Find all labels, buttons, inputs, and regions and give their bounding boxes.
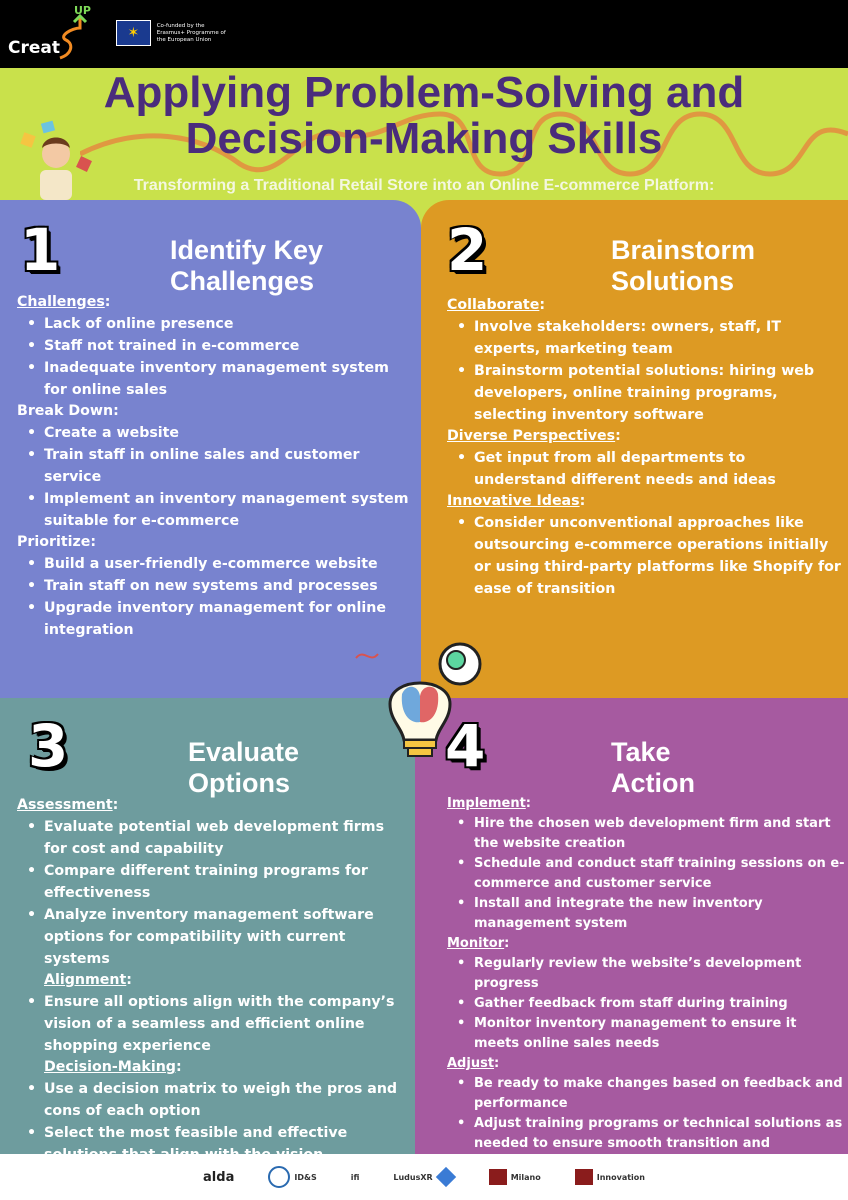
panel-heading (170, 235, 323, 297)
section-label: Implement: (447, 796, 531, 811)
eu-cofunded-badge (116, 16, 226, 50)
cube-icon (436, 1167, 456, 1187)
bullet-list (447, 814, 845, 934)
section-label: Break Down: (17, 403, 119, 419)
section-label: Alignment: (44, 972, 132, 988)
top-bar (0, 0, 848, 68)
panel-content (17, 795, 409, 1166)
list-item: • Implement an inventory management system suitable for e-commerce (17, 488, 412, 532)
partner-logo-alda: alda (203, 1169, 235, 1185)
page-subtitle: Transforming a Traditional Retail Store into an Online E-commerce Platform: (133, 177, 715, 194)
partner-logo-ludusxr: LudusXR (393, 1168, 454, 1186)
section-label: Innovative Ideas: (447, 493, 586, 509)
list-item: • Ensure all options align with the company’s vision of a seamless and efficient online shopping experience (17, 991, 409, 1057)
partner-logo-ifi: ifi (350, 1172, 360, 1182)
partner-footer (0, 1154, 848, 1200)
list-item: • Staff not trained in e-commerce (17, 335, 412, 357)
heading-line-1: Take (611, 737, 671, 767)
list-item: • Analyze inventory management software options for compatibility with current systems (17, 904, 409, 970)
createup-logo (8, 4, 92, 64)
eu-cofunded-text: Co-funded by the Erasmus+ Programme of the European Union (156, 22, 226, 43)
list-item: • Schedule and conduct staff training sessions on e-commerce and customer service (447, 854, 845, 894)
bullet-list (17, 553, 412, 641)
list-item: • Evaluate potential web development firms for cost and capability (17, 816, 409, 860)
step-number: 1 (20, 216, 61, 284)
panel-take-action (415, 698, 848, 1154)
heading-line-2: Action (611, 768, 695, 798)
eu-flag-icon: ✶ (116, 20, 151, 46)
section-label: Monitor: (447, 936, 510, 951)
list-item: • Install and integrate the new inventory management system (447, 894, 845, 934)
list-item: • Monitor inventory management to ensure it meets online sales needs (447, 1014, 845, 1054)
hub-icon (575, 1169, 593, 1185)
panel-content (17, 292, 412, 641)
section-label: Decision-Making: (44, 1059, 182, 1075)
panel-content (447, 295, 842, 600)
section-label: Diverse Perspectives: (447, 428, 621, 444)
bullet-list (17, 1078, 409, 1166)
title-line-1: Applying Problem-Solving and (103, 68, 745, 117)
list-item: • Regularly review the website’s development progress (447, 954, 845, 994)
list-item: • Compare different training programs for effectiveness (17, 860, 409, 904)
step-number: 4 (445, 712, 486, 780)
list-item: • Build a user-friendly e-commerce website (17, 553, 412, 575)
section-label: Assessment: (17, 797, 119, 813)
logo-up-text: UP (74, 4, 91, 17)
partner-logo-ids: ID&S (268, 1166, 316, 1188)
arrow-up-icon (52, 14, 92, 62)
page-title (0, 70, 848, 162)
list-item: • Brainstorm potential solutions: hiring web developers, online training programs, selecting inventory software (447, 360, 842, 426)
heading-line-2: Options (188, 768, 290, 798)
bullet-list (447, 954, 845, 1054)
list-item: • Train staff in online sales and customer service (17, 444, 412, 488)
list-item: • Select the most feasible and effective (17, 1122, 409, 1166)
list-item: • Be ready to make changes based on feedback and performance (447, 1074, 845, 1114)
panel-identify-challenges (0, 200, 421, 698)
list-item: • Lack of online presence (17, 313, 412, 335)
logo-text: Creat (8, 38, 60, 58)
list-item: • Train staff on new systems and processes (17, 575, 412, 597)
list-item: • Gather feedback from staff during training (447, 994, 845, 1014)
section-label: Prioritize: (17, 534, 97, 550)
heading-line-2: Solutions (611, 266, 734, 296)
panel-heading (611, 235, 755, 297)
list-item: • Create a website (17, 422, 412, 444)
bullet-list (447, 512, 842, 600)
heading-line-1: Brainstorm (611, 235, 756, 265)
ids-icon (268, 1166, 290, 1188)
step-number: 3 (28, 712, 69, 780)
heading-line-1: Identify Key (170, 235, 324, 265)
title-line-2: Decision-Making Skills (185, 114, 663, 163)
section-label: Collaborate: (447, 297, 546, 313)
partner-logo-impact-hub-innovation: Innovation (575, 1169, 645, 1185)
bullet-list (17, 313, 412, 401)
list-item: • Use a decision matrix to weigh the pros and cons of each option (17, 1078, 409, 1122)
panel-evaluate-options (0, 698, 415, 1154)
heading-line-1: Evaluate (188, 737, 300, 767)
hub-icon (489, 1169, 507, 1185)
list-item: • Hire the chosen web development firm and start the website creation (447, 814, 845, 854)
heading-line-2: Challenges (170, 266, 315, 296)
list-item: • Adjust training programs or technical solutions as needed to ensure smooth transition and (447, 1114, 845, 1174)
list-item: • Consider unconventional approaches like outsourcing e-commerce operations initially or using third-party platforms like Shopify for ease of transition (447, 512, 842, 600)
list-item: • Inadequate inventory management system for online sales (17, 357, 412, 401)
bullet-list (447, 316, 842, 426)
bullet-list (17, 991, 409, 1057)
section-label: Adjust: (447, 1056, 500, 1071)
list-item: • Get input from all departments to understand different needs and ideas (447, 447, 842, 491)
section-label: Challenges: (17, 294, 111, 310)
bullet-list (17, 816, 409, 970)
bullet-list (447, 447, 842, 491)
list-item: • Upgrade inventory management for online integration (17, 597, 412, 641)
list-item: • Involve stakeholders: owners, staff, IT experts, marketing team (447, 316, 842, 360)
panel-brainstorm-solutions (421, 200, 848, 698)
partner-logo-impact-hub-milano: Milano (489, 1169, 541, 1185)
panel-heading (188, 737, 299, 799)
brain-bulb-illustration (350, 636, 490, 762)
bullet-list (17, 422, 412, 532)
panel-heading (611, 737, 695, 799)
step-number: 2 (447, 216, 488, 284)
panel-content (447, 794, 845, 1174)
